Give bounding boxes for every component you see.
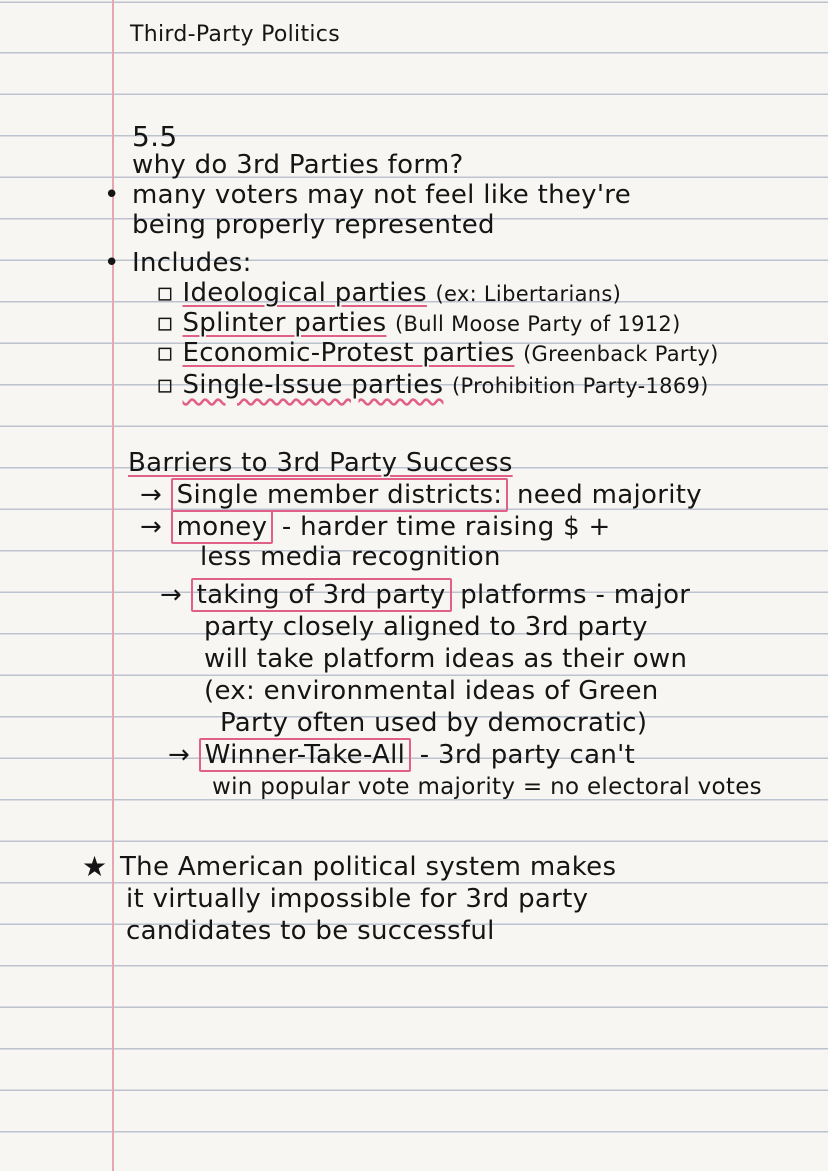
margin-line xyxy=(112,0,114,1171)
barrier-text: (ex: environmental ideas of Green xyxy=(204,676,659,706)
party-type-example: (Greenback Party) xyxy=(523,342,719,366)
barrier-text: - 3rd party can't xyxy=(419,740,636,770)
party-type-name: Ideological parties xyxy=(182,278,427,308)
barrier-text: less media recognition xyxy=(200,542,501,572)
party-type-example: (Prohibition Party-1869) xyxy=(451,374,709,398)
barrier-text: platforms - major xyxy=(460,580,691,610)
barrier-text: party closely aligned to 3rd party xyxy=(204,612,648,642)
barrier-item xyxy=(140,512,611,542)
arrow-marker: → xyxy=(168,740,191,770)
barrier-term: money xyxy=(171,510,274,544)
square-bullet: ▫ xyxy=(156,308,174,338)
square-bullet: ▫ xyxy=(156,370,174,400)
conclusion-text: candidates to be successful xyxy=(126,916,495,946)
party-type-example: (Bull Moose Party of 1912) xyxy=(395,312,681,336)
bullet-text: being properly represented xyxy=(132,210,495,240)
bullet-marker: • xyxy=(104,180,120,210)
party-type-item xyxy=(156,278,621,309)
barrier-term: Winner-Take-All xyxy=(199,738,412,772)
arrow-marker: → xyxy=(140,480,163,510)
conclusion-text: it virtually impossible for 3rd party xyxy=(126,884,589,914)
barriers-heading: Barriers to 3rd Party Success xyxy=(128,448,513,478)
page-header: Third-Party Politics xyxy=(130,22,340,47)
barrier-item xyxy=(140,480,702,510)
party-type-item xyxy=(156,308,681,339)
barrier-text: will take platform ideas as their own xyxy=(204,644,688,674)
square-bullet: ▫ xyxy=(156,278,174,308)
bullet-text: Includes: xyxy=(132,248,252,278)
barrier-term: Single member districts: xyxy=(171,478,509,512)
conclusion-text: The American political system makes xyxy=(120,852,617,882)
party-type-item xyxy=(156,338,719,369)
party-type-example: (ex: Libertarians) xyxy=(435,282,622,306)
barrier-text: need majority xyxy=(516,480,702,510)
barrier-text: Party often used by democratic) xyxy=(220,708,648,738)
barrier-term: taking of 3rd party xyxy=(191,578,452,612)
party-type-name: Splinter parties xyxy=(182,308,387,338)
party-type-name: Economic-Protest parties xyxy=(182,338,515,368)
question-heading: why do 3rd Parties form? xyxy=(132,150,464,180)
star-icon: ★ xyxy=(82,850,108,883)
party-type-item xyxy=(156,370,709,401)
barrier-item xyxy=(160,580,690,610)
arrow-marker: → xyxy=(160,580,183,610)
bullet-text: many voters may not feel like they're xyxy=(132,180,632,210)
party-type-name: Single-Issue parties xyxy=(182,370,444,400)
barrier-item xyxy=(168,740,635,770)
bullet-marker: • xyxy=(104,248,120,278)
barrier-text: - harder time raising $ + xyxy=(281,512,611,542)
barrier-text: win popular vote majority = no electoral votes xyxy=(212,774,762,800)
square-bullet: ▫ xyxy=(156,338,174,368)
section-number: 5.5 xyxy=(132,120,178,153)
arrow-marker: → xyxy=(140,512,163,542)
